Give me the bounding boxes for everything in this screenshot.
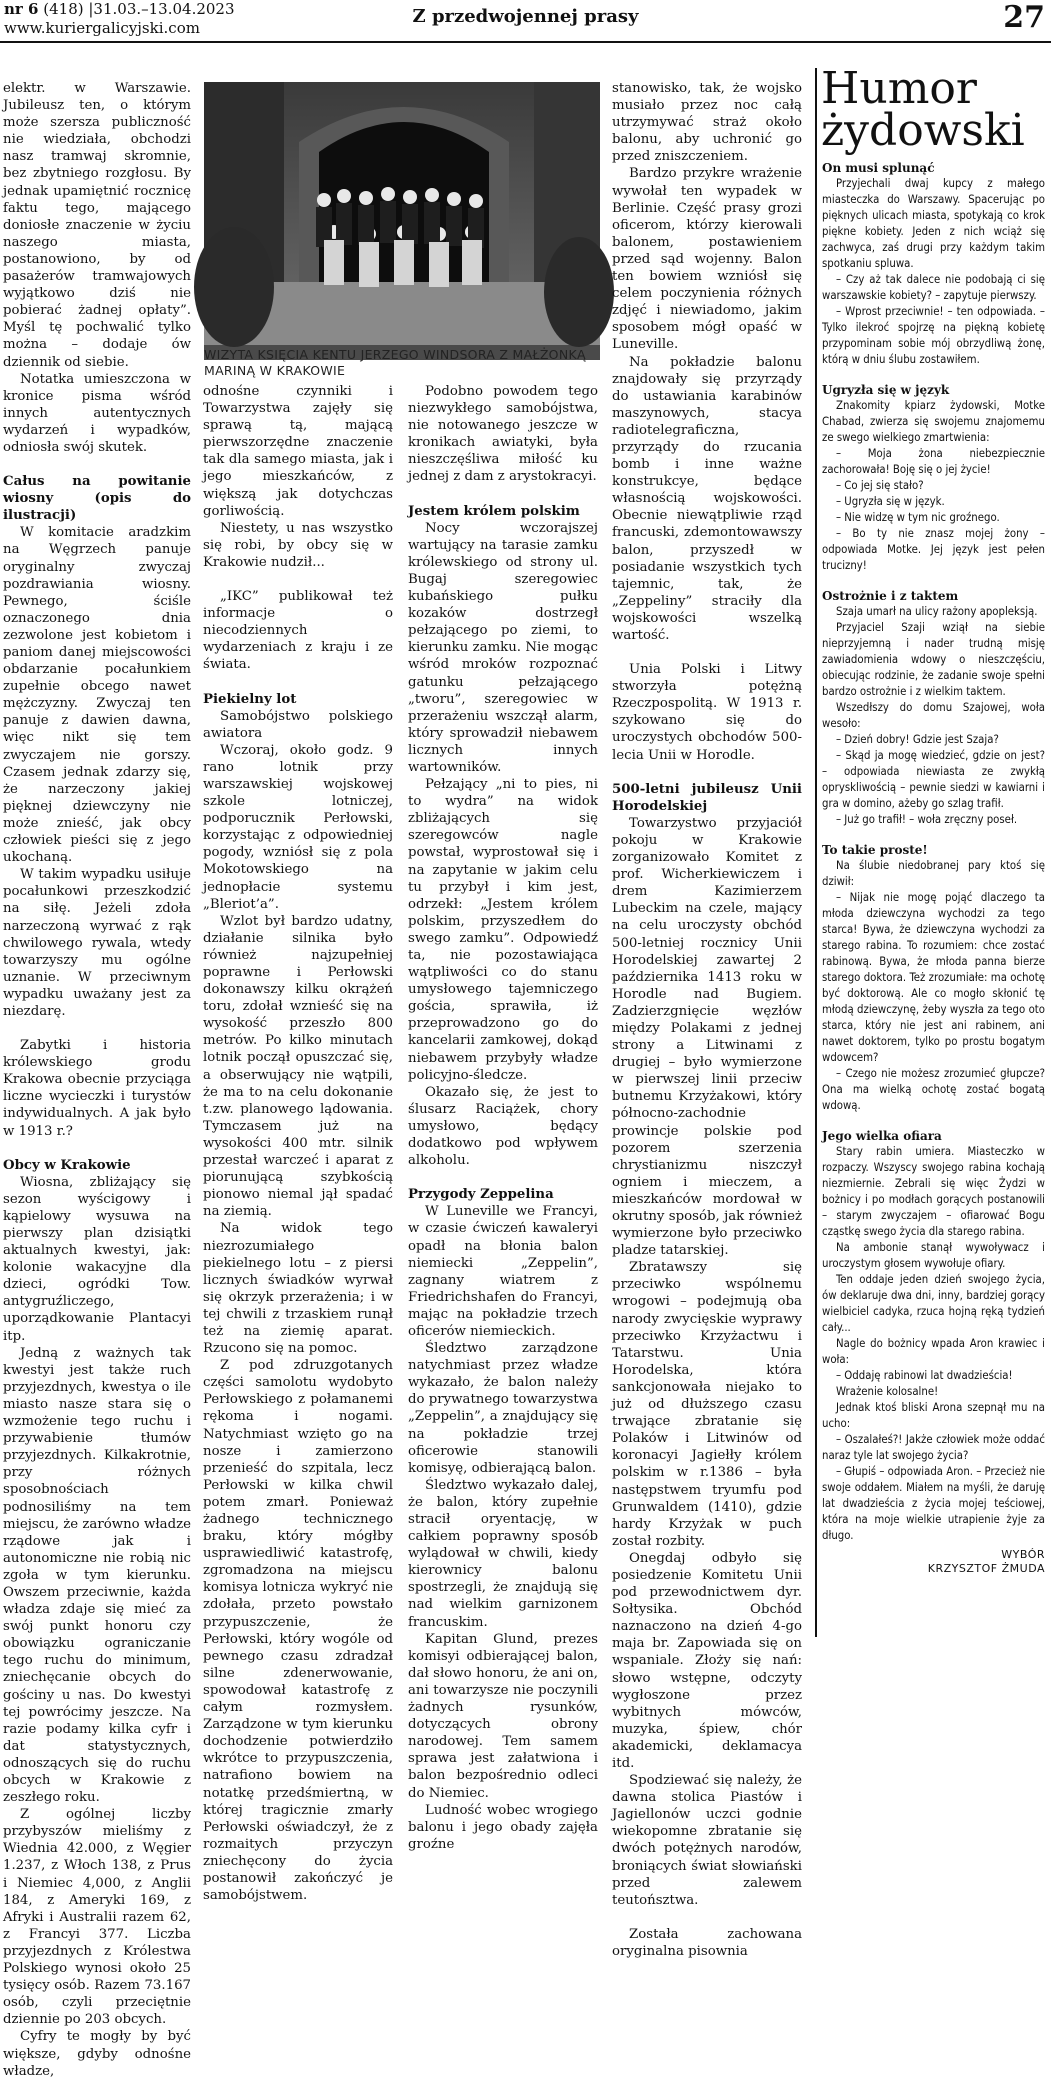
historic-photo <box>204 82 600 360</box>
paragraph: W komitacie aradzkim na Węgrzech panuje oryginalny zwyczaj pozdrawiania wiosny. Pewnego, ściśle oznaczonego dnia zezwolone jest kobietom i paniom danej miejscowości obdarzanie pocałunkiem zupełnie obcego nawet mężczyzny. Zwyczaj ten panuje z dawien dawna, więc nikt się tem zwyczajem nie gorszy. Czasem jednak zdarzy się, że narzeczony jakiej pięknej dziewczyny nie może znieść, jak obcy człowiek pieści się z jego ukochaną. <box>3 525 191 866</box>
joke-paragraph: – Czy aż tak dalece nie podobają ci się warszawskie kobiety? – zapytuje pierwszy. <box>822 273 1045 302</box>
paragraph: Na pokładzie balonu znajdowały się przyrządy do ustawiania karabinów maszynowych, stacya radiotelegraficzna, przyrządy do rzucania bomb i inne ważne konstrukcye, będące własnością wojskowości. Obecnie niewątpliwie rząd francuski, zdemontowawszy balon, przyszedł w posiadanie wszystkich tych tajemnic, tak, że „Zeppeliny” straciły dla wojskowości wszelką wartość. <box>612 354 802 643</box>
joke-paragraph: Znakomity kpiarz żydowski, Motke Chabad, zwierza się swojemu znajomemu ze swego wielkiego zmartwienia: <box>822 399 1045 444</box>
paragraph: Ludność wobec wrogiego balonu i jego obady zajęła groźne <box>408 1802 598 1852</box>
paragraph: Towarzystwo przyjaciół pokoju w Krakowie zorganizowało Komitet z prof. Wicherkiewiczem i drem Kazimierzem Lubeckim na czele, mający na celu uroczysty obchód 500-letniej rocznicy Unii Horodelskiej zawartej 2 października 1413 roku w Horodle nad Bugiem. Zadzierzgnięcie węzłów między Polakami z jednej strony a Litwinami z drugiej – było wymierzone w pierwszej linii przeciw butnemu Krzyżakowi, który północno-zachodnie prowincje polskie pod pozorem szerzenia chrystianizmu niszczył ogniem i mieczem, a mieszkańców mordował w okrutny sposób, jak również wymierzone było przeciwko pladze tatarskiej. <box>612 815 802 1259</box>
paragraph: Onegdaj odbyło się posiedzenie Komitetu Unii pod przewodnictwem dyr. Sołtysika. Obchód naznaczono na dzień 4-go maja br. Zapowiada się on wspaniale. Złoży się nań: słowo wstępne, odczyty wygłoszone przez wybitnych mówców, muzyka, śpiew, chór akademicki, deklamacya itd. <box>612 1550 802 1771</box>
paragraph: Notatka umieszczona w kronice pisma wśród innych autentycznych wydarzeń i wypadków, odniosła swój skutek. <box>3 371 191 455</box>
paragraph: Podobno powodem tego niezwykłego samobójstwa, nie notowanego jeszcze w kronikach awiatyki, była nieszczęśliwa miłość ku jednej z dam z arystokracyi. <box>408 384 598 485</box>
joke-paragraph: Wszedłszy do domu Szajowej, woła wesoło: <box>822 701 1045 730</box>
joke-paragraph: Ten oddaje jeden dzień swojego życia, ów deklaruje dwa dni, inny, bardziej gorący wielbiciel cadyka, rzuca hojną ręką tydzień cały... <box>822 1273 1045 1334</box>
joke-paragraph: – Oddaję rabinowi lat dwadzieścia! <box>836 1369 1013 1382</box>
paragraph: Unia Polski i Litwy stworzyła potężną Rzeczpospolitą. W 1913 r. szykowano się do uroczystych obchodów 500-lecia Unii w Horodle. <box>612 662 802 763</box>
paragraph: Kapitan Glund, prezes komisyi odbierającej balon, dał słowo honoru, że ani on, ani towarzysze nie poczynili żadnych rysunków, dotyczących obrony narodowej. Tem samem sprawa jest załatwiona i balon bezpośrednio odleci do Niemiec. <box>408 1631 598 1801</box>
website: www.kuriergalicyjski.com <box>4 19 200 37</box>
header-rule <box>0 41 1051 43</box>
paragraph: Śledztwo wykazało dalej, że balon, który zupełnie stracił oryentację, w całkiem poprawny sposób wylądował w chwili, kiedy kierownicy balonu spostrzegli, że znajdują się nad wielkim garnizonem francuskim. <box>408 1477 598 1630</box>
joke-heading: Ostrożnie i z taktem <box>822 589 959 603</box>
joke-paragraph: – Dzień dobry! Gdzie jest Szaja? <box>836 733 999 746</box>
column-4 <box>612 80 802 1959</box>
paragraph: „IKC” publikował też informacje o niecodziennych wydarzeniach z kraju i ze świata. <box>203 589 393 673</box>
issue-dates: |31.03.–13.04.2023 <box>88 0 235 18</box>
joke-paragraph: – Już go trafił! – woła zręczny poseł. <box>836 813 1018 826</box>
paragraph: Wczoraj, około godz. 9 rano lotnik przy warszawskiej wojskowej szkole lotniczej, podporucznik Perłowski, korzystając z odpowiedniej pogody, wzniósł się z pola Mokotowskiego na jednopłacie systemu „Bleriot’a”. <box>203 742 393 912</box>
paragraph: W takim wypadku usiłuje pocałunkowi przeszkodzić na siłę. Jeżeli zdoła narzeczoną wyrwać z rąk chwilowego rywala, wtedy towarzyszy mu ogólne uznanie. W przeciwnym wypadku uważany jest za niezdarę. <box>3 867 191 1019</box>
joke-heading: On musi splunąć <box>822 161 935 175</box>
joke-paragraph: – Moja żona niebezpiecznie zachorowała! Boję się o jej życie! <box>822 447 1045 476</box>
paragraph: Zbratawszy się przeciwko wspólnemu wrogowi – podejmują oba narody zwycięskie wyprawy przeciwko Krzyżactwu i Tatarstwu. Unia Horodelska, która sankcjonowała niejako to już od dłuższego czasu trwające zbratanie się Polaków i Litwinów od koronacyi Jagiełły królem polskim w r.1386 – była następstwem tryumfu pod Grunwaldem (1410), gdzie hardy Krzyżak w puch został rozbity. <box>612 1260 802 1549</box>
joke-heading: To takie proste! <box>822 843 928 857</box>
joke-paragraph: Nagle do bożnicy wpada Aron krawiec i woła: <box>822 1337 1045 1366</box>
joke-paragraph: Na ślubie niedobranej pary ktoś się dziwił: <box>822 859 1045 888</box>
joke-paragraph: – Głupiś – odpowiada Aron. – Przecież nie swoje oddałem. Miałem na myśli, że daruję lat dwadzieścia z życia mojej teściowej, która na moje wielkie utrapienie żyje za długo. <box>822 1465 1045 1542</box>
paragraph: Pełzający „ni to pies, ni to wydra” na widok zbliżających się szeregowców nagle powstał, wyprostował się i na zapytanie w jakim celu tu przybył i kim jest, odrzekł: „Jestem królem polskim, przyszedłem do swego zamku”. Odpowiedź ta, nie pozostawiająca wątpliwości co do stanu umysłowego tajemniczego gościa, sprawiła, iż przeprowadzono go do kancelarii zamkowej, dokąd niebawem przybyły władze policyjno-śledcze. <box>408 777 598 1083</box>
paragraph: W Luneville we Francyi, w czasie ćwiczeń kawaleryi opadł na błonia balon niemiecki „Zeppelin”, zagnany wiatrem z Friedrichshafen do Francyi, mając na pokładzie trzech oficerów niemieckich. <box>408 1204 598 1339</box>
joke-paragraph: – Nie widzę w tym nic groźnego. <box>836 511 1000 524</box>
article-heading: Obcy w Krakowie <box>3 1157 131 1173</box>
column-1 <box>3 80 191 2079</box>
joke-heading: Jego wielka ofiara <box>822 1129 942 1143</box>
section-title: Z przedwojennej prasy <box>412 6 639 27</box>
issue-number: nr 6 <box>4 0 39 18</box>
paragraph: Bardzo przykre wrażenie wywołał ten wypadek w Berlinie. Część prasy grozi oficerom, którzy kierowali balonem, postawieniem przed sąd wojenny. Balon ten bowiem wzniósł się celem poczynienia różnych zdjęć i niewiadomo, jakim sposobem mógł opaść w Luneville. <box>612 166 802 353</box>
paragraph: Na widok tego niezrozumiałego piekielnego lotu – z piersi licznych świadków wyrwał się okrzyk przerażenia; i w tej chwili z trzaskiem runął też na ziemię aparat. Rzucono się na pomoc. <box>203 1221 393 1357</box>
humor-text <box>817 160 1049 1576</box>
paragraph: Wzlot był bardzo udatny, działanie silnika było również najzupełniej poprawne i Perłowski dokonawszy kilku okrążeń toru, zdołał wznieść się na wysokość przeszło 800 metrów. Po kilko minutach lotnik począł opuszczać się, a obserwujący nie wątpili, że ma to na celu dokonanie t.zw. planowego lądowania. Tymczasem już na wysokości 400 mtr. silnik przestał warczeć i aparat z piorunującą szybkością pionowo niemal jął spadać na ziemią. <box>203 913 393 1220</box>
joke-paragraph: Przyjechali dwaj kupcy z małego miasteczka do Warszawy. Spacerując po pięknych ulicach miasta, spotykają co krok piękne kobiety. Jeden z nich wciąż się zachwyca, zaś drugi przy każdym takim spotkaniu spluwa. <box>822 177 1045 270</box>
photo-illustration <box>204 82 600 345</box>
paragraph: Z pod zdruzgotanych części samolotu wydobyto Perłowskiego z połamanemi rękoma i nogami. Natychmiast wzięto go na nosze i zamierzono przenieść do szpitala, lecz Perłowski w kilka chwil potem zmarł. Ponieważ żadnego technicznego braku, który mógłby usprawiedliwić katastrofę, zgromadzona na miejscu komisya lotnicza wykryć nie zdołała, przeto powstało przypuszczenie, że Perłowski, który wogóle od pewnego czasu zdradzał silne zdenerwowanie, spowodował katastrofę z całym rozmysłem. Zarządzone w tym kierunku dochodzenie potwierdziło wkrótce to przypuszczenia, natrafiono bowiem na notatkę przedśmiertną, w której tragicznie zmarły Perłowski oświadczył, że z rozmaitych przyczyn zniechęcony do życia postanowił zakończyć je samobójstwem. <box>203 1358 393 1904</box>
joke-paragraph: Stary rabin umiera. Miasteczko w rozpaczy. Wszyscy swojego rabina kochają niezmiernie. Zebrali się więc Żydzi w bożnicy i po modłach gorących postanowili – starym zwyczajem – ofiarować Bogu cząstkę swego życia dla starego rabina. <box>822 1145 1045 1238</box>
joke-paragraph: Szaja umarł na ulicy rażony apopleksją. <box>836 605 1038 618</box>
paragraph: stanowisko, tak, że wojsko musiało przez noc całą utrzymywać straż około balonu, aby uchronić go przed zniszczeniem. <box>612 81 802 165</box>
column-3 <box>408 383 598 1852</box>
joke-paragraph: – Ugryzła się w język. <box>836 495 945 508</box>
joke-paragraph: Przyjaciel Szaji wziął na siebie nieprzyjemną i nader trudną misję zawiadomienia wdowy o nieszczęściu, obiecując rodzinie, że zadanie swoje spełni bardzo ostrożnie i z wielkim taktem. <box>822 621 1045 698</box>
joke-paragraph: – Co jej się stało? <box>836 479 924 492</box>
signoff-line-1: WYBÓR <box>1001 1548 1045 1561</box>
joke-paragraph: – Skąd ja mogę wiedzieć, gdzie on jest? – odpowiada niewiasta ze zwykłą opryskliwością – pewnie siedzi w kawiarni i gra w domino, ażeby go szlag trafił. <box>822 749 1045 810</box>
photo-caption: WIZYTA KSIĘCIA KENTU JERZEGO WINDSORA Z MAŁŻONKĄ MARINĄ W KRAKOWIE <box>204 347 586 378</box>
joke-paragraph: Wrażenie kolosalne! <box>836 1385 939 1398</box>
article-heading: Piekielny lot <box>203 691 297 707</box>
joke-paragraph: – Bo ty nie znasz mojej żony – odpowiada Motke. Jej język jest pełen trucizny! <box>822 527 1045 572</box>
paragraph: elektr. w Warszawie. Jubileusz ten, o którym może szersza publiczność nie wiedziała, obchodzi nasz tramwaj skromnie, bez zbytniego rozgłosu. By jednak upamiętnić rocznicę faktu tego, mającego doniosłe znaczenie w życiu naszego miasta, postanowiono, by od pasażerów tramwajowych wyjątkowo dziś nie pobierać żadnej opłaty”. Myśl tę pochwalić tylko można – dodaje ów dziennik od siebie. <box>3 81 191 370</box>
humor-title <box>821 63 1049 156</box>
paragraph: Cyfry te mogły by być większe, gdyby odnośne władze, <box>3 2029 191 2079</box>
issue-sub-number: (418) <box>43 0 84 18</box>
joke-paragraph: Na ambonie stanął wywoływacz i uroczystym głosem wywołuje ofiary. <box>822 1241 1045 1270</box>
article-heading: Przygody Zeppelina <box>408 1187 554 1203</box>
joke-paragraph: – Nijak nie mogę pojąć dlaczego ta młoda dziewczyna wychodzi za tego starca! Bywa, że dziewczyna wychodzi za starego rabina. To rozumiem: chce zostać rabinową. Bywa, że młoda panna bierze starego doktora. Też zrozumiałe: ma ochotę być doktorową. Ale co mogło skłonić tę młodą dziewczynę, żeby wyszła za tego oto starca, który nie jest ani rabinem, ani nawet doktorem, tylko po prostu bogatym wdowcem? <box>822 891 1045 1064</box>
signoff <box>822 1548 1045 1576</box>
paragraph: Niestety, u nas wszystko się robi, by obcy się w Krakowie nudził... <box>203 520 393 570</box>
signoff-author: KRZYSZTOF ŻMUDA <box>927 1562 1045 1575</box>
paragraph: Jedną z ważnych tak kwestyi jest także ruch przyjezdnych, kwestya o ile miasto nasze stara się o wzmożenie tego ruchu i przywabienie tłumów przyjezdnych. Kilkakrotnie, przy różnych sposobnościach podnosiliśmy na tem miejscu, że zarówno władze rządowe jak i autonomiczne nie robią nic zgoła w tym kierunku. Owszem przeciwnie, każda władza zdaje się mieć za swój punkt honoru czy obowiązku ograniczanie tego ruchu do minimum, zniechęcanie obcych do gościny u nas. Do kwestyi tej powrócimy jeszcze. Na razie podamy kilka cyfr i dat statystycznych, odnoszących się do ruchu obcych w Krakowie z zeszłego roku. <box>3 1345 191 1806</box>
paragraph: Spodziewać się należy, że dawna stolica Piastów i Jagiellonów uczci godnie wiekopomne zbratanie się dwóch potężnych narodów, broniących świat słowiański przed zalewem teutońsztwa. <box>612 1773 802 1908</box>
paragraph: Wiosna, zbliżający się sezon wyścigowy i kąpielowy wysuwa na pierwszy plan dzisiątki aktualnych kwestyi, jak: kolonie wakacyjne dla dzieci, ogródki Tow. antygruźliczego, uporządkowanie Plantacyi itp. <box>3 1174 191 1344</box>
humor-title-line-2: żydowski <box>821 105 1025 156</box>
joke-paragraph: – Oszalałeś?! Jakże człowiek może oddać naraz tyle lat swojego życia? <box>822 1433 1045 1462</box>
paragraph: Z ogólnej liczby przybyszów mieliśmy z Wiednia 42.000, z Węgier 1.237, z Włoch 138, z Prus i Niemiec 4,000, z Anglii 184, z Ameryki 169, z Afryki i Australii razem 62, z Francyi 377. Liczba przyjezdnych z Królestwa Polskiego wynosi około 25 tysięcy osób. Razem 73.167 osób, czyli przeciętnie dziennie po 203 obcych. <box>3 1807 191 2028</box>
humor-title-line-1: Humor <box>821 63 977 114</box>
humor-sidebar <box>815 63 1049 1637</box>
column-2 <box>203 383 393 1904</box>
article-heading: 500-letni jubileusz Unii Horodelskiej <box>612 781 802 814</box>
joke-paragraph: – Czego nie możesz zrozumieć głupcze? Ona ma wielką ochotę zostać bogatą wdową. <box>822 1067 1045 1112</box>
paragraph: Śledztwo zarządzone natychmiast przez władze wykazało, że balon należy do prywatnego towarzystwa „Zeppelin”, a znajdujący się na pokładzie trzej oficerowie stanowili komisyę, odbierającą balon. <box>408 1341 598 1476</box>
page-number: 27 <box>1003 0 1045 35</box>
joke-paragraph: – Wprost przeciwnie! – ten odpowiada. – Tylko ilekroć spojrzę na piękną kobietę przypominam sobie mój obrzydliwą żonę, którą w dniu ślubu zostawiłem. <box>822 305 1045 366</box>
joke-heading: Ugryzła się w język <box>822 383 950 397</box>
paragraph: Okazało się, że jest to ślusarz Raciążek, chory umysłowo, będący dodatkowo pod wpływem alkoholu. <box>408 1084 598 1169</box>
paragraph: Samobójstwo polskiego awiatora <box>203 708 393 741</box>
paragraph: odnośne czynniki i Towarzystwa zajęły się sprawą tą, mającą pierwszorzędne znaczenie tak dla samego miasta, jak i jego mieszkańców, z większą jak dotychczas gorliwością. <box>203 384 393 519</box>
joke-paragraph: Jednak ktoś bliski Arona szepnął mu na ucho: <box>822 1401 1045 1430</box>
paragraph: Została zachowana oryginalna pisownia <box>612 1926 802 1959</box>
paragraph: Zabytki i historia królewskiego grodu Krakowa obecnie przyciąga liczne wycieczki i turystów indywidualnych. A jak było w 1913 r.? <box>3 1038 191 1139</box>
article-heading: Jestem królem polskim <box>408 503 580 519</box>
paragraph: Nocy wczorajszej wartujący na tarasie zamku królewskiego od strony ul. Bugaj szeregowiec kubańskiego pułku kozaków dostrzegł pełzającego po ziemi, to kierunku zamku. Nie mogąc wśród mroków rozpoznać gatunku pełzającego „tworu”, szeregowiec w przerażeniu wszczął alarm, który sprowadził niebawem licznych innych wartowników. <box>408 520 598 775</box>
article-heading: Całus na powitanie wiosny (opis do ilustracji) <box>3 474 191 524</box>
